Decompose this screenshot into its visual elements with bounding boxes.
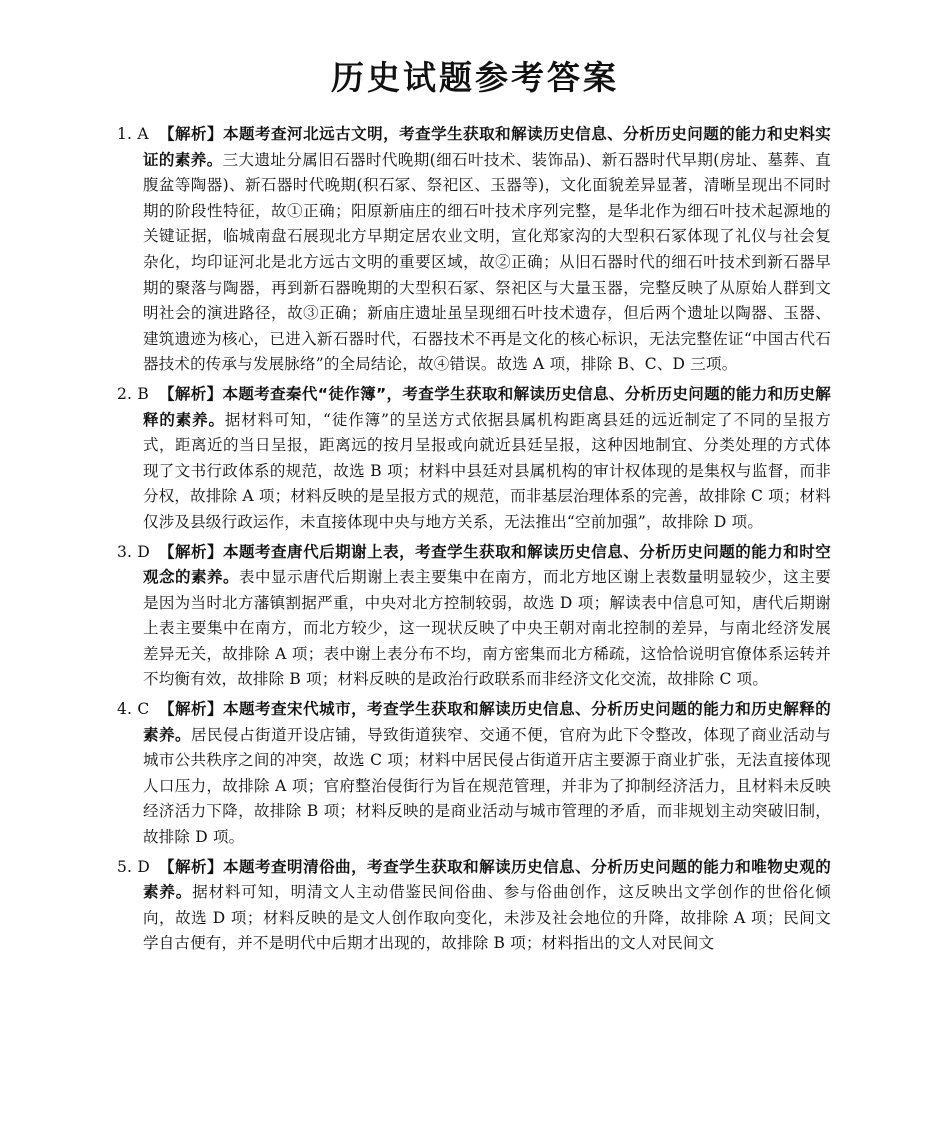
answer-lead: 本题考查唐代后期谢上表，考查学生获取和解读历史信息、分析历史问题的能力和时空观念的素养。	[143, 542, 831, 587]
answer-item	[117, 540, 831, 694]
analysis-tag: 【解析】	[159, 384, 223, 403]
answer-number: 5. D	[117, 857, 150, 876]
answer-item	[117, 382, 831, 536]
answer-item	[117, 855, 831, 957]
answer-list	[117, 122, 831, 961]
answer-number: 2. B	[117, 384, 149, 403]
analysis-tag: 【解析】	[159, 700, 224, 719]
answer-lead: 本题考查秦代“徒作簿”，考查学生获取和解读历史信息、分析历史问题的能力和历史解释的素养。	[143, 384, 831, 429]
page-title: 历史试题参考答案	[331, 58, 619, 97]
answer-body: 三大遗址分属旧石器时代晚期(细石叶技术、装饰品)、新石器时代早期(房址、墓葬、直腹盆等陶器)、新石器时代晚期(积石冢、祭祀区、玉器等)，文化面貌差异显著，清晰呈现出不同时期的阶段性特征，故①正确；阳原新庙庄的细石叶技术序列完整，是华北作为细石叶技术起源地的关键证据，临城南盘石展现北方早期定居农业文明，宣化郑家沟的大型积石冢体现了礼仪与社会复杂化，均印证河北是北方远古文明的重要区域，故②正确；从旧石器时代的细石叶技术到新石器早期的聚落与陶器，再到新石器晚期的大型积石冢、祭祀区与大量玉器，完整反映了从原始人群到文明社会的演进路径，故③正确；新庙庄遗址虽呈现细石叶技术遗存，但后两个遗址以陶器、玉器、建筑遗迹为核心，已进入新石器时代，石器技术不再是文化的核心标识，无法完整佐证“中国古代石器技术的传承与发展脉络”的全局结论，故④错误。故选 A 项，排除 B、C、D 三项。	[143, 150, 831, 374]
answer-item	[117, 697, 831, 851]
analysis-tag: 【解析】	[159, 125, 224, 143]
answer-body: 表中显示唐代后期谢上表主要集中在南方，而北方地区谢上表数量明显较少，这主要是因为当时北方藩镇割据严重，中央对北方控制较弱，故选 D 项；解读表中信息可知，唐代后期谢上表主要集中在南方，而北方较少，这一现状反映了中央王朝对南北控制的差异，与南北经济发展差异无关，故排除 A 项；表中谢上表分布不均，南方密集而北方稀疏，这恰恰说明官僚体系运转并不均衡有效，故排除 B 项；材料反映的是政治行政联系而非经济文化交流，故排除 C 项。	[143, 568, 831, 689]
answer-number: 3. D	[117, 542, 150, 561]
answer-lead: 本题考查宋代城市，考查学生获取和解读历史信息、分析历史问题的能力和历史解释的素养。	[143, 700, 831, 744]
answer-item	[117, 122, 831, 378]
analysis-tag: 【解析】	[159, 857, 224, 876]
answer-body: 居民侵占街道开设店铺，导致街道狭窄、交通不便，官府为此下令整改，体现了商业活动与城市公共秩序之间的冲突，故选 C 项；材料中居民侵占街道开店主要源于商业扩张，无法直接体现人口压力，故排除 A 项；官府整治侵街行为旨在规范管理，并非为了抑制经济活力，且材料未反映经济活力下降，故排除 B 项；材料反映的是商业活动与城市管理的矛盾，而非规划主动突破旧制，故排除 D 项。	[143, 725, 831, 847]
analysis-tag: 【解析】	[159, 542, 224, 561]
answer-lead: 本题考查河北远古文明，考查学生获取和解读历史信息、分析历史问题的能力和史料实证的素养。	[143, 125, 831, 169]
answer-number: 1. A	[117, 125, 149, 143]
answer-body: 据材料可知，“徒作簿”的呈送方式依据县属机构距离县廷的远近制定了不同的呈报方式，距离近的当日呈报，距离远的按月呈报或向就近县廷呈报，这种因地制宜、分类处理的方式体现了文书行政体系的规范，故选 B 项；材料中县廷对县属机构的审计权体现的是集权与监督，而非分权，故排除 A 项；材料反映的是呈报方式的规范，而非基层治理体系的完善，故排除 C 项；材料仅涉及县级行政运作，未直接体现中央与地方关系，无法推出“空前加强”，故排除 D 项。	[143, 410, 831, 531]
answer-body: 据材料可知，明清文人主动借鉴民间俗曲、参与俗曲创作，这反映出文学创作的世俗化倾向，故选 D 项；材料反映的是文人创作取向变化，未涉及社会地位的升降，故排除 A 项；民间文学自古便有，并不是明代中后期才出现的，故排除 B 项；材料指出的文人对民间文	[143, 883, 831, 953]
answer-number: 4. C	[117, 700, 150, 719]
answer-lead: 本题考查明清俗曲，考查学生获取和解读历史信息、分析历史问题的能力和唯物史观的素养。	[143, 857, 831, 902]
